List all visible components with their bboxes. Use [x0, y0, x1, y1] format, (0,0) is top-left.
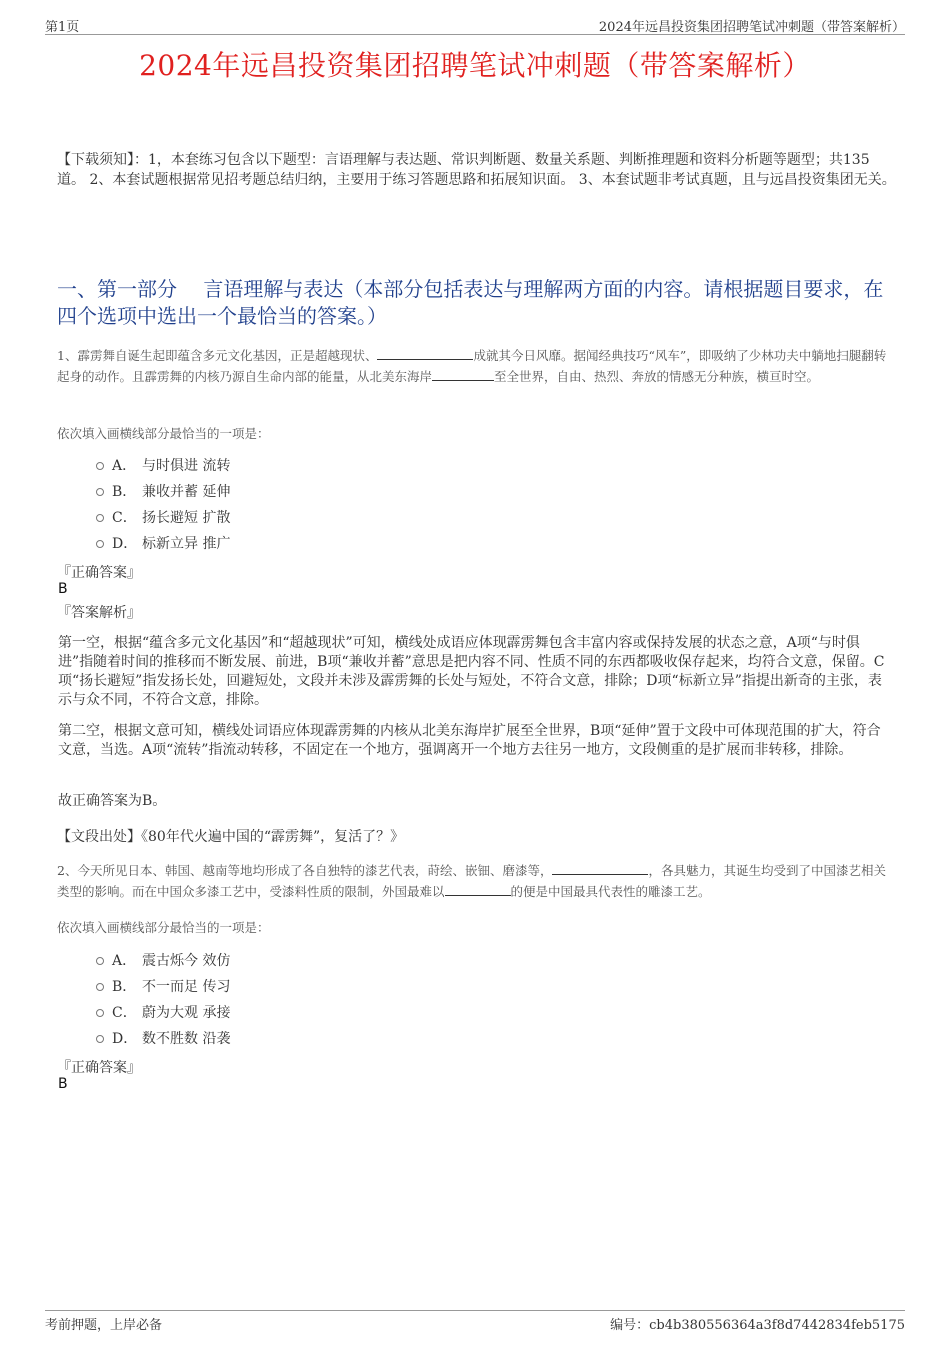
- answer-blank-2: [445, 883, 511, 896]
- header-doc-name: 2024年远昌投资集团招聘笔试冲刺题（带答案解析）: [598, 20, 905, 35]
- radio-icon[interactable]: [96, 1009, 104, 1017]
- question-1-conclusion: 故正确答案为B。: [58, 793, 167, 809]
- answer-blank-1: [377, 347, 473, 360]
- question-1-text-part-a: 1、霹雳舞自诞生起即蕴含多元文化基因，正是超越现状、: [57, 348, 378, 363]
- question-2-text-part-b: ，各具魅力，其诞生均受到了中国漆艺相关类型的影响。而在中国众多漆工艺中，受漆料性质的限制，外国最难以: [57, 863, 886, 899]
- footer-code: 编号：cb4b380556364a3f8d7442834feb5175: [610, 1318, 905, 1333]
- radio-icon[interactable]: [96, 957, 104, 965]
- question-2-options: [96, 948, 696, 1052]
- section-heading: 一、第一部分 言语理解与表达（本部分包括表达与理解两方面的内容。请根据题目要求，在四个选项中选出一个最恰当的答案。）: [57, 277, 884, 328]
- question-1-text-part-c: 至全世界，自由、热烈、奔放的情感无分种族，横亘时空。: [494, 369, 820, 384]
- document-title: 2024年远昌投资集团招聘笔试冲刺题（带答案解析）: [139, 49, 811, 82]
- question-1-text: [57, 345, 897, 387]
- question-1-analysis-paragraph-1: 第一空，根据“蕴含多元文化基因”和“超越现状”可知，横线处成语应体现霹雳舞包含丰富内容或保持发展的状态之意，A项“与时俱进”指随着时间的推移而不断发展、前进，B项“兼收并蓄”意思是把内容不同、性质不同的东西都吸收保存起来，均符合文意，保留。C项“扬长避短”指发扬长处，回避短处，文段并未涉及霹雳舞的长处与短处，不符合文意，排除；D项“标新立异”指提出新奇的主张，表示与众不同，不符合文意，排除。: [58, 635, 885, 708]
- question-1-prompt: 依次填入画横线部分最恰当的一项是：: [57, 426, 270, 441]
- question-1-analysis-paragraph-2: 第二空，根据文意可知，横线处词语应体现霹雳舞的内核从北美东海岸扩展至全世界，B项“延伸”置于文段中可体现范围的扩大，符合文意，当选。A项“流转”指流动转移，不固定在一个地方，强调离开一个地方去往另一地方，文段侧重的是扩展而非转移，排除。: [58, 723, 881, 758]
- radio-icon[interactable]: [96, 462, 104, 470]
- question-2-option-c[interactable]: C． 蔚为大观 承接: [96, 1000, 696, 1026]
- radio-icon[interactable]: [96, 983, 104, 991]
- footer-slogan: 考前押题，上岸必备: [45, 1318, 163, 1333]
- question-1-answer-label: 『正确答案』: [57, 565, 141, 581]
- question-1-analysis-label: 『答案解析』: [57, 605, 141, 621]
- question-2-option-a[interactable]: A． 震古烁今 效仿: [96, 948, 696, 974]
- question-1-option-d[interactable]: D． 标新立异 推广: [96, 531, 696, 557]
- radio-icon[interactable]: [96, 540, 104, 548]
- question-1-options: [96, 453, 696, 557]
- answer-blank-2: [432, 368, 494, 381]
- radio-icon[interactable]: [96, 488, 104, 496]
- question-2-answer-label: 『正确答案』: [57, 1060, 141, 1076]
- radio-icon[interactable]: [96, 514, 104, 522]
- question-1-option-a[interactable]: A． 与时俱进 流转: [96, 453, 696, 479]
- question-1-option-c[interactable]: C． 扬长避短 扩散: [96, 505, 696, 531]
- question-2-prompt: 依次填入画横线部分最恰当的一项是：: [57, 920, 270, 935]
- page-header: [45, 14, 905, 35]
- question-1-text-part-b: 成就其今日风靡。据闻经典技巧“风车”，即吸纳了少林功夫中躺地扫腿翻转起身的动作。且霹雳舞的内核乃源自生命内部的能量，从北美东海岸: [57, 348, 887, 384]
- question-1-option-b[interactable]: B． 兼收并蓄 延伸: [96, 479, 696, 505]
- question-2-text-part-c: 的便是中国最具代表性的雕漆工艺。: [510, 884, 711, 899]
- question-2-option-b[interactable]: B． 不一而足 传习: [96, 974, 696, 1000]
- answer-blank-1: [552, 862, 648, 875]
- question-2-text: [57, 860, 897, 902]
- question-2-text-part-a: 2、今天所见日本、韩国、越南等地均形成了各自独特的漆艺代表，莳绘、嵌钿、磨漆等，: [57, 863, 553, 878]
- page-number: 第1页: [45, 20, 80, 35]
- question-2-option-d[interactable]: D． 数不胜数 沿袭: [96, 1026, 696, 1052]
- radio-icon[interactable]: [96, 1035, 104, 1043]
- page-footer: [45, 1310, 905, 1331]
- question-1-answer: B: [58, 581, 68, 597]
- download-notice: 【下载须知】：1，本套练习包含以下题型：言语理解与表达题、常识判断题、数量关系题、判断推理题和资料分析题等题型；共135道。 2、本套试题根据常见招考题总结归纳，主要用于练习答题思路和拓展知识面。 3、本套试题非考试真题，且与远昌投资集团无关。: [57, 152, 896, 188]
- question-1-source: 【文段出处】《80年代火遍中国的“霹雳舞”，复活了？》: [57, 829, 405, 845]
- question-2-answer: B: [58, 1076, 68, 1092]
